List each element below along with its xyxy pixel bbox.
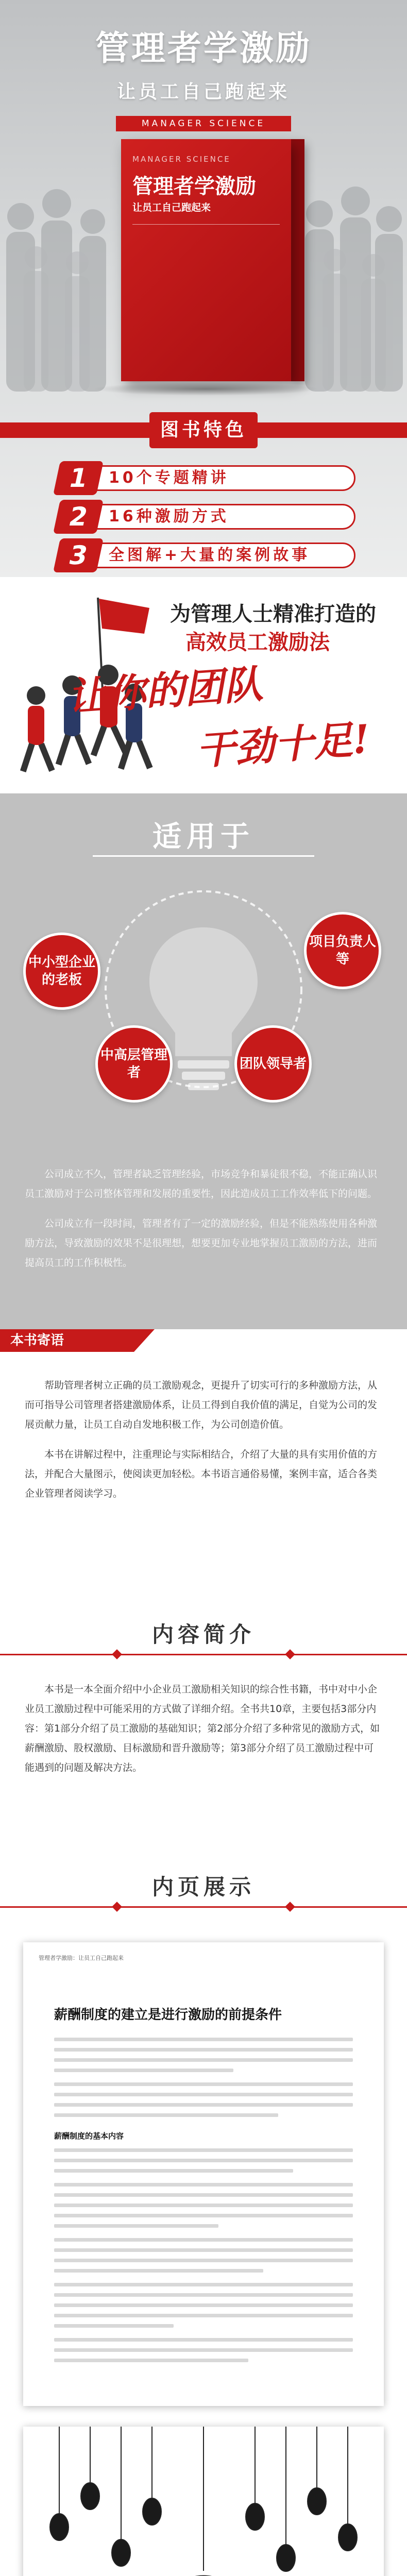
book-cover-title: 管理者学激励 xyxy=(132,175,256,198)
feature-pill xyxy=(77,465,355,491)
slogan-brush-1: 让你的团队 xyxy=(65,660,265,721)
slogan-line-2: 高效员工激励法 xyxy=(185,631,330,654)
applicable-section xyxy=(0,793,407,1329)
applicable-text xyxy=(25,1164,382,1273)
audience-circle: 中高层管理者 xyxy=(95,1025,173,1103)
hero-english-bar: MANAGER SCIENCE xyxy=(116,116,291,131)
inner-page-cover-preview xyxy=(23,2427,384,2576)
inner-page-body xyxy=(54,2038,353,2124)
features-heading: 图书特色 xyxy=(149,412,258,448)
description-paragraph: 本书在讲解过程中，注重理论与实际相结合，介绍了大量的具有实用价值的方法，并配合大量图示，使阅读更加轻松。本书语言通俗易懂，案例丰富，适合各类企业管理者阅读学习。 xyxy=(25,1449,378,1499)
description-paragraph: 帮助管理者树立正确的员工激励观念，更提升了切实可行的多种激励方法，从而可指导公司管理者搭建激励体系，让员工得到自我价值的满足，自觉为公司的发展贡献力量，让员工自动自发地积极工作，为公司创造价值。 xyxy=(25,1380,378,1430)
description-text xyxy=(25,1376,382,1503)
book-cover-subtitle: 让员工自己跑起来 xyxy=(132,202,211,213)
book-cover xyxy=(121,139,291,381)
intro-heading: 内容简介 xyxy=(151,1622,255,1647)
slogan-line-1: 为管理人士精准打造的 xyxy=(170,602,376,626)
inner-page-body xyxy=(54,2148,353,2369)
feature-number: 3 xyxy=(53,538,104,572)
book-cover-english: MANAGER SCIENCE xyxy=(132,155,231,164)
audience-circle: 中小型企业的老板 xyxy=(23,933,100,1010)
hero-title: 管理者学激励 xyxy=(95,28,312,68)
inner-heading-block xyxy=(0,1870,407,1917)
feature-number: 1 xyxy=(53,461,104,495)
book-shadow xyxy=(93,382,319,396)
diamond-icon xyxy=(112,1902,122,1912)
inner-page-header: 管理者学激励：让员工自己跑起来 xyxy=(39,1955,124,1961)
hero-section xyxy=(0,0,407,577)
book-cover-divider xyxy=(132,224,280,225)
intro-heading-line xyxy=(0,1654,407,1655)
diamond-icon xyxy=(285,1649,295,1659)
inner-heading: 内页展示 xyxy=(151,1874,255,1900)
applicable-paragraph: 公司成立不久，管理者缺乏管理经验，市场竞争和暴徒很不稳，不能正确认识员工激励对于公司整体管理和发展的重要性，因此造成员工工作效率低下的问题。 xyxy=(25,1168,378,1199)
slogan-brush-2: 干劲十足! xyxy=(194,716,371,774)
features-heading-band xyxy=(0,412,407,448)
audience-circle: 项目负责人等 xyxy=(304,912,381,989)
feature-item xyxy=(57,500,355,534)
feature-number: 2 xyxy=(53,500,104,534)
intro-paragraph: 本书是一本全面介绍中小企业员工激励相关知识的综合性书籍，书中对中小企业员工激励过程中可能采用的方式做了详细介绍。全书共10章，主要包括3部分内容：第1部分介绍了员工激励的基础知识；第2部分介绍了多种常见的激励方式，如薪酬激励、股权激励、目标激励和晋升激励等；第3部分介绍了员工激励过程中可能遇到的问题及解决方法。 xyxy=(25,1684,380,1773)
hanging-bulbs-illustration xyxy=(23,2427,384,2576)
hero-subtitle: 让员工自己跑起来 xyxy=(116,81,290,103)
inner-page-preview xyxy=(23,1942,384,2406)
feature-item xyxy=(57,461,355,495)
feature-text: 10个专题精讲 xyxy=(109,469,229,487)
description-tag: 本书寄语 xyxy=(0,1329,134,1352)
audience-circle: 团队领导者 xyxy=(234,1025,312,1103)
feature-text: 16种激励方式 xyxy=(109,507,229,526)
diamond-icon xyxy=(112,1649,122,1659)
description-section xyxy=(0,1329,407,1618)
lightbulb-illustration xyxy=(49,871,358,1144)
diamond-icon xyxy=(285,1902,295,1912)
applicable-paragraph: 公司成立有一段时间，管理者有了一定的激励经验，但是不能熟练使用各种激励方法，导致激励的效果不是很理想，想要更加专业地掌握员工激励的方法，进而提高员工的工作积极性。 xyxy=(25,1218,378,1268)
book-spine xyxy=(291,139,304,381)
feature-text: 全图解+大量的案例故事 xyxy=(109,546,311,564)
feature-item xyxy=(57,538,355,572)
slogan-section xyxy=(0,577,407,793)
applicable-heading: 适用于 xyxy=(152,820,255,854)
feature-pill xyxy=(77,543,355,568)
intro-text xyxy=(25,1680,382,1777)
inner-heading-line xyxy=(0,1906,407,1908)
feature-pill xyxy=(77,504,355,530)
applicable-rule xyxy=(93,855,314,857)
intro-heading-block xyxy=(0,1618,407,1664)
inner-page-subtitle: 薪酬制度的基本内容 xyxy=(54,2131,124,2141)
inner-page-title: 薪酬制度的建立是进行激励的前提条件 xyxy=(54,2007,282,2023)
